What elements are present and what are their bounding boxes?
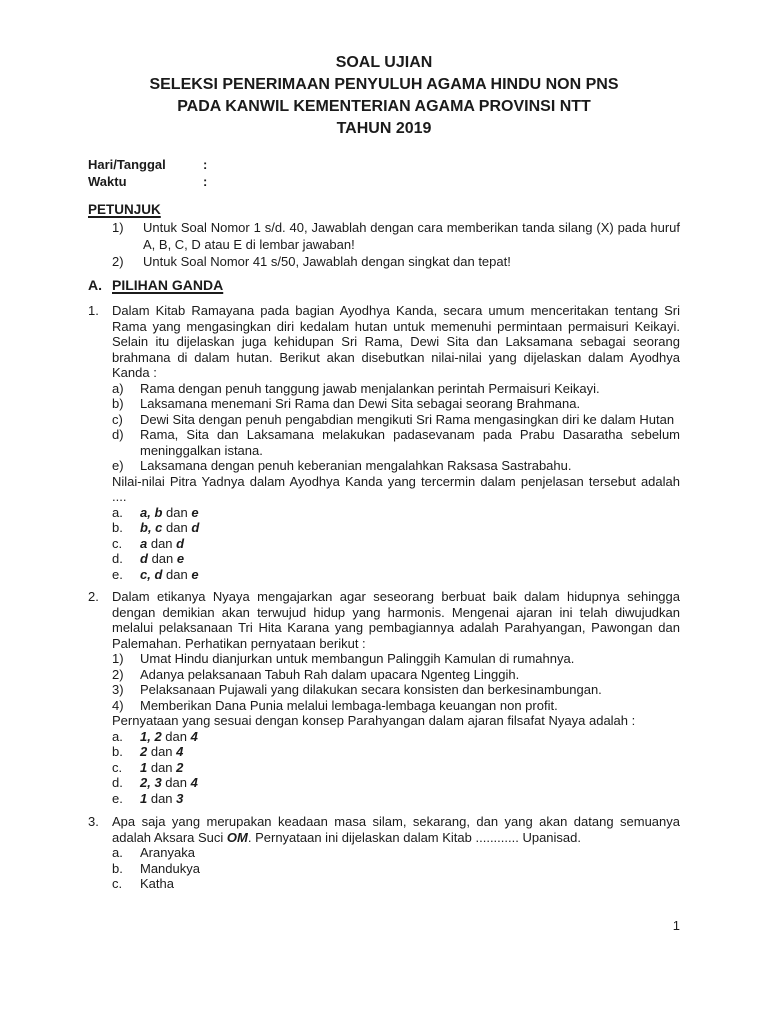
option-value <box>140 520 680 536</box>
statement-text: Dewi Sita dengan penuh pengabdian mengikuti Sri Rama mengasingkan diri ke dalam Hutan <box>140 411 675 427</box>
option-value-emphasis: 1, 2 <box>140 728 162 744</box>
statement-list <box>112 651 680 713</box>
question-closing: Pernyataan yang sesuai dengan konsep Parahyangan dalam ajaran filsafat Nyaya adalah : <box>112 713 636 728</box>
option-value-emphasis: 4 <box>176 744 184 759</box>
option-value-plain: dan <box>161 775 191 790</box>
question-body <box>112 303 680 582</box>
question-text: Dalam Kitab Ramayana pada bagian Ayodhya Kanda, secara umum menceritakan tentang Sri Rama yang mengasingkan diri kedalam hutan untuk memenuhi permintaan permaisuri Keikayi. Selain itu dijelaskan juga kehidupan Sri Rama, Dewi Sita dan Laksamana sebagai seorang brahmana di dalam hutan. Berikut akan disebutkan nilai-nilai yang dijelaskan dalam Ayodhya Kanda : <box>112 303 680 380</box>
option-list <box>112 845 680 892</box>
question-number: 1. <box>88 303 99 318</box>
statement <box>112 412 680 428</box>
statement-text: Laksamana dengan penuh keberanian mengalahkan Raksasa Sastrabahu. <box>140 458 572 473</box>
question-body <box>112 589 680 806</box>
option-letter: d. <box>112 775 123 790</box>
title-line-4: TAHUN 2019 <box>336 120 432 137</box>
statement-number: c) <box>112 411 123 427</box>
question-body <box>112 814 680 892</box>
option-value-emphasis: e <box>191 566 199 582</box>
option-value-emphasis: 2 <box>140 744 148 759</box>
option-value-emphasis: e <box>191 504 199 520</box>
exam-meta <box>88 156 680 190</box>
statement <box>112 651 680 667</box>
option-value-emphasis: 4 <box>190 728 198 744</box>
option-letter: b. <box>112 860 123 876</box>
meta-row-time <box>88 173 680 190</box>
option-value-plain: dan <box>162 520 192 535</box>
statement <box>112 667 680 683</box>
option-value-plain: dan <box>161 728 191 744</box>
option-value-plain: dan <box>147 759 177 775</box>
option-value <box>140 791 680 807</box>
option <box>112 845 680 861</box>
option-value-emphasis: d <box>140 551 148 566</box>
statement-list <box>112 381 680 474</box>
option-value <box>140 505 680 521</box>
statement <box>112 698 680 714</box>
page-number: 1 <box>672 918 680 933</box>
instruction-number: 1) <box>112 220 124 235</box>
section-letter: A. <box>88 277 102 293</box>
question-text: Dalam etikanya Nyaya mengajarkan agar seseorang berbuat baik dalam hidupnya sehingga dengan demikian akan terwujud hidup yang harmonis. Mengenai ajaran ini telah diwujudkan melalui pelaksanaan Tri Hita Karana yang pembagiannya adalah Parahyangan, Pawongan dan Palemahan. Perhatikan pernyataan berikut : <box>112 589 680 651</box>
option-letter: a. <box>112 728 123 744</box>
question-3 <box>88 814 680 892</box>
option-letter: b. <box>112 744 123 759</box>
option-letter: a. <box>112 845 123 860</box>
option-value-emphasis: a <box>140 535 148 551</box>
question-text <box>112 814 680 845</box>
option-value-plain: dan <box>147 551 177 566</box>
option-letter: e. <box>112 566 123 582</box>
statement <box>112 396 680 412</box>
statement-text: Rama, Sita dan Laksamana melakukan padasevanam pada Prabu Dasaratha sebelum meninggalkan istana. <box>140 427 680 458</box>
option-letter: a. <box>112 504 123 520</box>
title-line-1: SOAL UJIAN <box>335 54 433 71</box>
statement-text: Laksamana menemani Sri Rama dan Dewi Sita sebagai seorang Brahmana. <box>140 396 581 411</box>
statement-text: Memberikan Dana Punia melalui lembaga-lembaga keuangan non profit. <box>140 697 558 713</box>
option-letter: c. <box>112 535 123 551</box>
option-list <box>112 505 680 583</box>
option-value-plain: dan <box>147 744 177 759</box>
meta-colon: : <box>203 174 208 189</box>
title-line-3: PADA KANWIL KEMENTERIAN AGAMA PROVINSI NTT <box>177 98 591 115</box>
option-letter: b. <box>112 520 123 535</box>
instruction-text: Untuk Soal Nomor 1 s/d. 40, Jawablah dengan cara memberikan tanda silang (X) pada huruf A, B, C, D atau E di lembar jawaban! <box>143 220 680 252</box>
option-value-emphasis: a, b <box>140 504 163 520</box>
option-letter: c. <box>112 759 123 775</box>
instruction-number: 2) <box>112 254 124 269</box>
option-value: Aranyaka <box>140 845 195 860</box>
option <box>112 536 680 552</box>
question-text-emphasis: OM <box>226 829 248 845</box>
option <box>112 567 680 583</box>
option-value <box>140 744 680 760</box>
instruction-item <box>112 253 680 270</box>
option-value-emphasis: 2, 3 <box>140 775 162 790</box>
question-number: 2. <box>88 589 99 604</box>
option-value-emphasis: d <box>176 535 185 551</box>
option-value: Mandukya <box>140 860 200 876</box>
option <box>112 876 680 892</box>
title-line-2: SELEKSI PENERIMAAN PENYULUH AGAMA HINDU NON PNS <box>149 76 619 93</box>
option <box>112 744 680 760</box>
question-2 <box>88 589 680 806</box>
option-value-emphasis: 1 <box>140 790 148 806</box>
option <box>112 729 680 745</box>
statement <box>112 381 680 397</box>
option-value-plain: dan <box>162 504 192 520</box>
section-title: PILIHAN GANDA <box>112 277 224 293</box>
option-value-plain: dan <box>162 566 192 582</box>
option-value-emphasis: d <box>191 520 200 535</box>
question-1 <box>88 303 680 582</box>
option <box>112 861 680 877</box>
meta-colon: : <box>203 157 208 172</box>
option <box>112 791 680 807</box>
multiple-choice-section-heading <box>88 277 680 293</box>
option-value: Katha <box>140 876 174 891</box>
statement-number: a) <box>112 380 124 396</box>
option <box>112 551 680 567</box>
exam-title <box>88 52 680 140</box>
meta-label: Waktu <box>88 174 127 189</box>
instructions-list <box>112 219 680 270</box>
question-text-plain: Apa saja yang merupakan keadaan masa silam, sekarang, dan yang akan datang semuanya adalah Aksara Suci <box>112 814 680 845</box>
document-page <box>88 52 680 892</box>
instruction-item <box>112 219 680 253</box>
option-value <box>140 729 680 745</box>
option-list <box>112 729 680 807</box>
statement <box>112 458 680 474</box>
statement-number: 2) <box>112 666 124 682</box>
option <box>112 775 680 791</box>
meta-row-date <box>88 156 680 173</box>
option <box>112 520 680 536</box>
instructions-heading: PETUNJUK <box>88 202 161 217</box>
statement-number: 4) <box>112 697 124 713</box>
statement-number: 1) <box>112 651 124 666</box>
statement-text: Pelaksanaan Pujawali yang dilakukan secara konsisten dan berkesinambungan. <box>140 682 602 697</box>
statement-number: d) <box>112 427 124 442</box>
question-closing: Nilai-nilai Pitra Yadnya dalam Ayodhya Kanda yang tercermin dalam penjelasan tersebut adalah .... <box>112 473 680 504</box>
instructions-section <box>88 201 680 270</box>
option-value-plain: dan <box>147 790 177 806</box>
statement-number: e) <box>112 458 124 473</box>
option-value-emphasis: 4 <box>190 775 198 790</box>
option-value-emphasis: 1 <box>140 759 148 775</box>
statement-text: Adanya pelaksanaan Tabuh Rah dalam upacara Ngenteg Linggih. <box>140 666 520 682</box>
option-value-emphasis: c, d <box>140 566 163 582</box>
option-value-emphasis: e <box>176 551 185 566</box>
statement-text: Umat Hindu dianjurkan untuk membangun Palinggih Kamulan di rumahnya. <box>140 651 575 666</box>
option-value-emphasis: 3 <box>176 790 184 806</box>
option-value <box>140 760 680 776</box>
option-value-plain: dan <box>147 535 177 551</box>
option <box>112 505 680 521</box>
option <box>112 760 680 776</box>
option-value <box>140 775 680 791</box>
statement-text: Rama dengan penuh tanggung jawab menjalankan perintah Permaisuri Keikayi. <box>140 380 600 396</box>
statement-number: 3) <box>112 682 124 697</box>
statement <box>112 682 680 698</box>
statement <box>112 427 680 458</box>
option-value <box>140 536 680 552</box>
option-letter: c. <box>112 876 123 891</box>
question-text-plain: . Pernyataan ini dijelaskan dalam Kitab ............ Upanisad. <box>247 829 581 845</box>
option-letter: d. <box>112 551 123 566</box>
instruction-text: Untuk Soal Nomor 41 s/50, Jawablah dengan singkat dan tepat! <box>143 254 511 269</box>
option-letter: e. <box>112 790 123 806</box>
option-value <box>140 551 680 567</box>
option-value <box>140 567 680 583</box>
statement-number: b) <box>112 396 124 411</box>
question-number: 3. <box>88 814 99 829</box>
option-value-emphasis: 2 <box>176 759 184 775</box>
option-value-emphasis: b, c <box>140 520 163 535</box>
meta-label: Hari/Tanggal <box>88 157 166 172</box>
